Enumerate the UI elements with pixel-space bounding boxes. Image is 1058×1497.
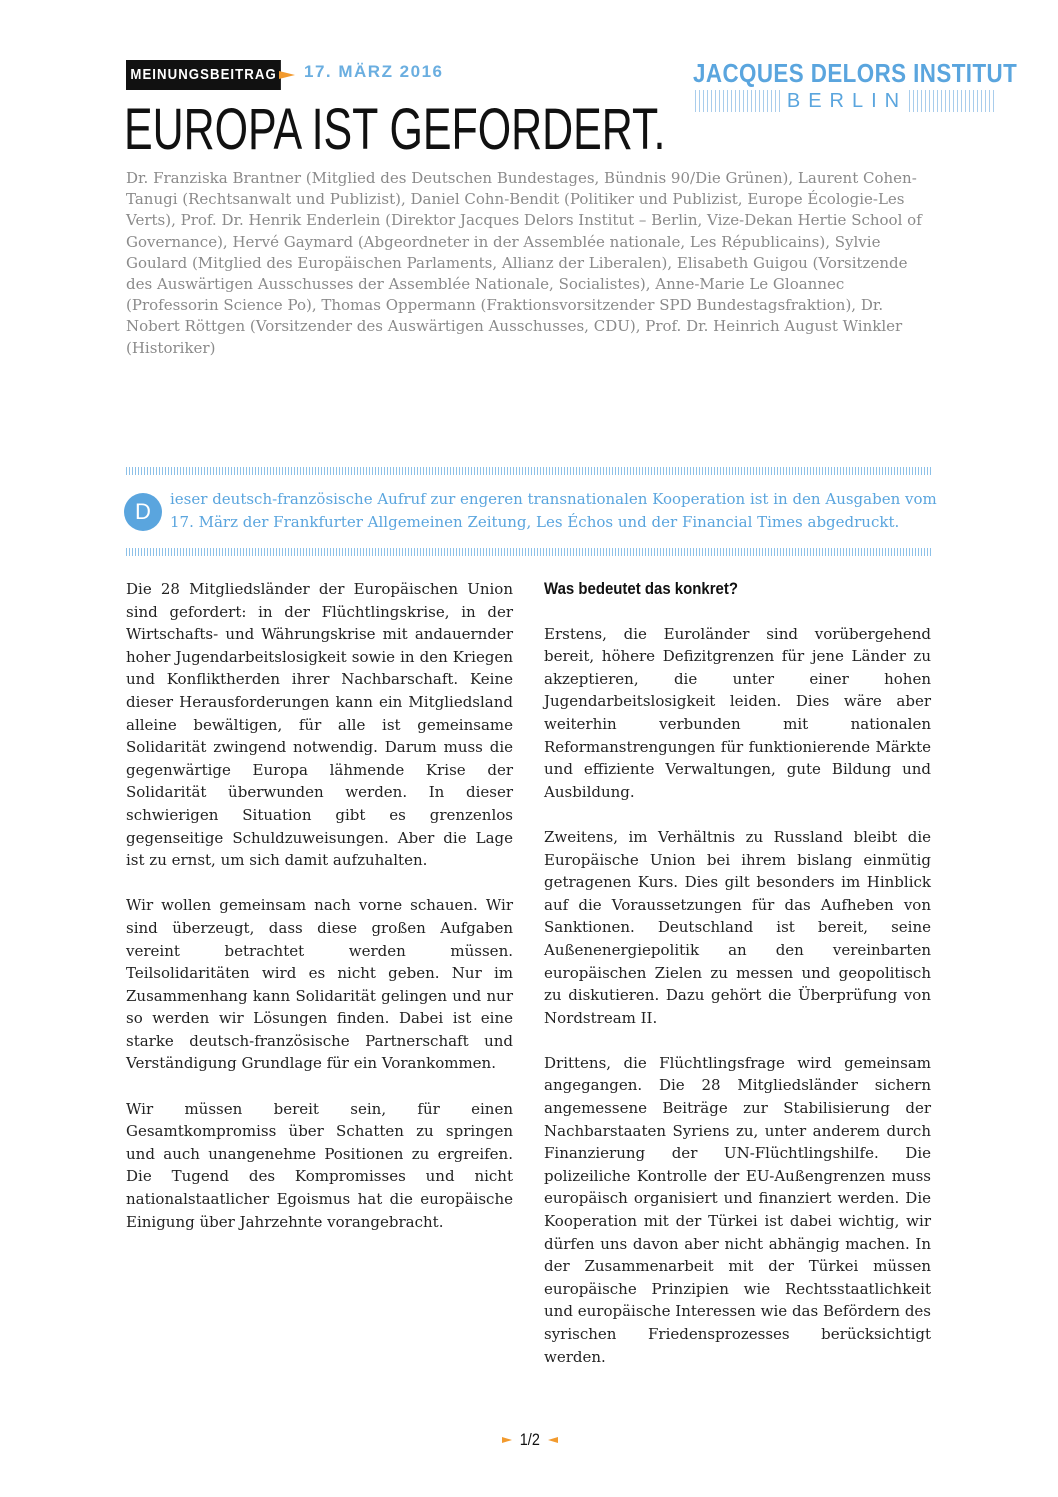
divider-top (126, 467, 933, 475)
section-heading: Was bedeutet das konkret? (544, 579, 738, 598)
divider-bottom (126, 548, 933, 556)
publication-date: 17. MÄRZ 2016 (304, 62, 444, 81)
paragraph: Die 28 Mitgliedsländer der Europäischen Union sind gefordert: in der Flüchtlingskrise, in der Wirtschafts- und Währungskrise mit andauernder hoher Jugendarbeitslosigkeit sowie in den Kriegen und Konfliktherden ihrer Nachbarschaft. Keine dieser Herausforderungen kann ein Mitgliedsland alleine bewältigen, für alle ist gemeinsame Solidarität zwingend notwendig. Darum muss die gegenwärtige Europa lähmende Krise der Solidarität überwunden werden. In dieser schwierigen Situation gibt es grenzenlos gegenseitige Schuldzuweisungen. Aber die Lage ist zu ernst, um sich damit aufzuhalten. (126, 580, 513, 870)
dropcap-badge: D (124, 493, 162, 531)
page-indicator (500, 1430, 560, 1450)
arrow-left-icon (548, 1437, 558, 1443)
intro-text: ieser deutsch-französische Aufruf zur engeren transnationalen Kooperation ist in den Ausgaben vom 17. März der Frankfurter Allgemeinen Zeitung, Les Échos und der Financial Times abgedruckt. (170, 490, 937, 531)
arrow-icon (279, 71, 295, 79)
category-tag: MEINUNGSBEITRAG (126, 60, 281, 90)
institute-logo-sub (695, 89, 995, 113)
paragraph: Wir wollen gemeinsam nach vorne schauen. Wir sind überzeugt, dass diese großen Aufgaben vereint betrachtet werden müssen. Teilsolidaritäten wird es nicht geben. Nur im Zusammenhang kann Solidarität gelingen und nur so werden wir Lösungen finden. Dabei ist eine starke deutsch-französische Partnerschaft und Verständigung Grundlage für ein Vorankommen. (126, 896, 513, 1073)
logo-bars-right (909, 90, 995, 112)
paragraph: Drittens, die Flüchtlingsfrage wird gemeinsam angegangen. Die 28 Mitgliedsländer sichern angemessene Beiträge zur Stabilisierung der Nachbarstaaten Syriens zu, unter anderem durch Finanzierung der UN-Flüchtlingshilfe. Die polizeiliche Kontrolle der EU-Außengrenzen muss europäisch organisiert und finanziert werden. Die Kooperation mit der Türkei ist dabei wichtig, wir dürfen uns davon aber nicht abhängig machen. In der Zusammenarbeit mit der Türkei müssen europäische Prinzipien wie Rechtsstaatlichkeit und europäische Interessen wie das Befördern des syrischen Friedensprozesses berücksichtigt werden. (544, 1053, 931, 1366)
logo-bars-left (695, 90, 781, 112)
logo-city: BERLIN (786, 89, 908, 112)
right-column (544, 578, 931, 1391)
institute-logo: JACQUES DELORS INSTITUT (693, 58, 1018, 88)
arrow-right-icon (502, 1437, 512, 1443)
page-title: EUROPA IST GEFORDERT. (124, 97, 666, 162)
left-column (126, 578, 513, 1256)
authors-list: Dr. Franziska Brantner (Mitglied des Deutschen Bundestages, Bündnis 90/Die Grünen), Laurent Cohen-Tanugi (Rechtsanwalt und Publizist), Daniel Cohn-Bendit (Politiker und Publizist, Europe Écologie-Les Verts), Prof. Dr. Henrik Enderlein (Direktor Jacques Delors Institut – Berlin, Vize-Dekan Hertie School of Governance), Hervé Gaymard (Abgeordneter in der Assemblée nationale, Les Républicains), Sylvie Goulard (Mitglied des Europäischen Parlaments, Allianz der Liberalen), Elisabeth Guigou (Vorsitzende des Auswärtigen Ausschusses der Assemblée Nationale, Socialistes), Anne-Marie Le Gloannec (Professorin Science Po), Thomas Oppermann (Fraktionsvorsitzender SPD Bundestagsfraktion), Dr. Nobert Röttgen (Vorsitzender des Auswärtigen Ausschusses, CDU), Prof. Dr. Heinrich August Winkler (Historiker) (126, 169, 922, 357)
paragraph: Zweitens, im Verhältnis zu Russland bleibt die Europäische Union bei ihrem bislang einmütig getragenen Kurs. Dies gilt besonders im Hinblick auf die Voraussetzungen für das Aufheben von Sanktionen. Deutschland ist bereit, seine Außenenergiepolitik an den vereinbarten europäischen Zielen zu messen und geopolitisch zu diskutieren. Dazu gehört die Überprüfung von Nordstream II. (544, 827, 931, 1027)
paragraph: Erstens, die Euroländer sind vorübergehend bereit, höhere Defizitgrenzen für jene Länder zu akzeptieren, die unter einer hohen Jugendarbeitslosigkeit leiden. Dies wäre aber weiterhin verbunden mit nationalen Reformanstrengungen für funktionierende Märkte und effiziente Verwaltungen, gute Bildung und Ausbildung. (544, 624, 931, 801)
page-number: 1/2 (519, 1430, 541, 1449)
paragraph: Wir müssen bereit sein, für einen Gesamtkompromiss über Schatten zu springen und auch unangenehme Positionen zu ergreifen. Die Tugend des Kompromisses und nicht nationalstaatlicher Egoismus hat die europäische Einigung über Jahrzehnte vorangebracht. (126, 1099, 513, 1231)
